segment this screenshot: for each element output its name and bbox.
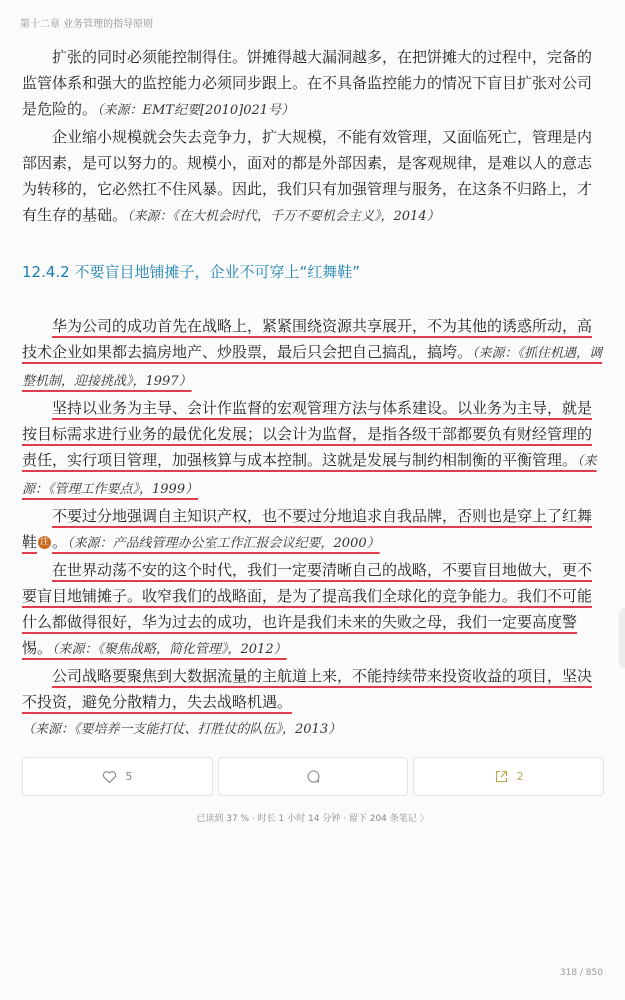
paragraph[interactable]	[22, 503, 604, 557]
paragraph	[22, 124, 604, 230]
comment-button[interactable]	[218, 757, 409, 796]
action-bar	[22, 757, 604, 796]
source-citation[interactable]: （来源：《管理工作要点》，1999）	[22, 454, 597, 497]
highlighted-text[interactable]: 公司战略要聚焦到大数据流量的主航道上来，不能持续带来投资收益的项目，坚决不投资，避免分散精力，失去战略机遇。	[22, 667, 593, 711]
highlighted-text[interactable]: 华为公司的成功首先在战略上，紧紧围绕资源共享展开，不为其他的诱惑所动，高技术企业如果都去搞房地产、炒股票，最后只会把自己搞乱，搞垮。	[22, 317, 593, 361]
paragraph[interactable]	[22, 557, 604, 663]
like-count: 5	[125, 770, 133, 783]
source-citation[interactable]: （来源：《抓住机遇，调整机制，迎接挑战》，1997）	[22, 346, 603, 389]
paragraph-text: 扩张的同时必须能控制得住。饼摊得越大漏洞越多，在把饼摊大的过程中，完备的监管体系和强大的监控能力必须同步跟上。在不具备监控能力的情况下盲目扩张对公司是危险的。	[22, 48, 593, 118]
source-citation: （来源：EMT纪要[2010]021号）	[97, 103, 295, 118]
reading-progress[interactable]: 已读到 37 % · 时长 1 小时 14 分钟 · 留下 204 条笔记 〉	[196, 814, 429, 824]
paragraph[interactable]	[22, 395, 604, 503]
comment-icon	[306, 769, 321, 784]
paragraph	[22, 44, 604, 124]
highlighted-text[interactable]: 坚持以业务为主导、会计作监督的宏观管理方法与体系建设。以业务为主导，就是按目标需求进行业务的最优化发展；以会计为监督，是指各级干部都要负有财经管理的责任，实行项目管理，加强核算与成本控制。这就是发展与制约相制衡的平衡管理。	[22, 399, 593, 469]
intro-section	[22, 44, 604, 230]
source-citation[interactable]: （来源：《聚焦战略，简化管理》，2012）	[52, 642, 287, 657]
source-citation[interactable]: （来源：产品线管理办公室工作汇报会议纪要，2000）	[67, 536, 380, 551]
highlighted-text[interactable]: 在世界动荡不安的这个时代，我们一定要清晰自己的战略，不要盲目地做大，更不要盲目地铺摊子。收窄我们的战略面，是为了提高我们全球化的竞争能力。我们不可能什么都做得很好，华为过去的成功，也许是我们未来的失败之母，我们一定要高度警惕。	[22, 561, 593, 657]
highlighted-text[interactable]: 。	[52, 533, 68, 551]
like-button[interactable]	[22, 757, 213, 796]
scroll-handle[interactable]	[619, 608, 625, 668]
paragraph[interactable]	[22, 663, 604, 743]
highlighted-section	[22, 313, 604, 743]
share-icon	[494, 769, 509, 784]
share-count: 2	[516, 770, 524, 783]
source-citation: （来源：《在大机会时代，千万不要机会主义》，2014）	[127, 209, 440, 224]
source-citation[interactable]: （来源：《要培养一支能打仗、打胜仗的队伍》，2013）	[22, 722, 342, 737]
paragraph[interactable]	[22, 313, 604, 395]
highlighted-text[interactable]: 不要过分地强调自主知识产权，也不要过分地追求自我品牌，否则也是穿上了红舞鞋	[22, 507, 593, 551]
heart-icon	[102, 770, 117, 784]
page-number: 318 / 850	[559, 968, 603, 978]
chapter-title: 第十二章 业务管理的指导原则	[20, 19, 154, 30]
section-heading: 12.4.2 不要盲目地铺摊子，企业不可穿上“红舞鞋”	[22, 263, 361, 281]
footnote-badge[interactable]: 注	[40, 537, 50, 547]
paragraph-text: 企业缩小规模就会失去竞争力，扩大规模，不能有效管理，又面临死亡，管理是内部因素，是可以努力的。规模小，面对的都是外部因素，是客观规律，是难以人的意志为转移的，它必然扛不住风暴。因此，我们只有加强管理与服务，在这条不归路上，才有生存的基础。	[22, 128, 593, 224]
share-button[interactable]	[413, 757, 604, 796]
